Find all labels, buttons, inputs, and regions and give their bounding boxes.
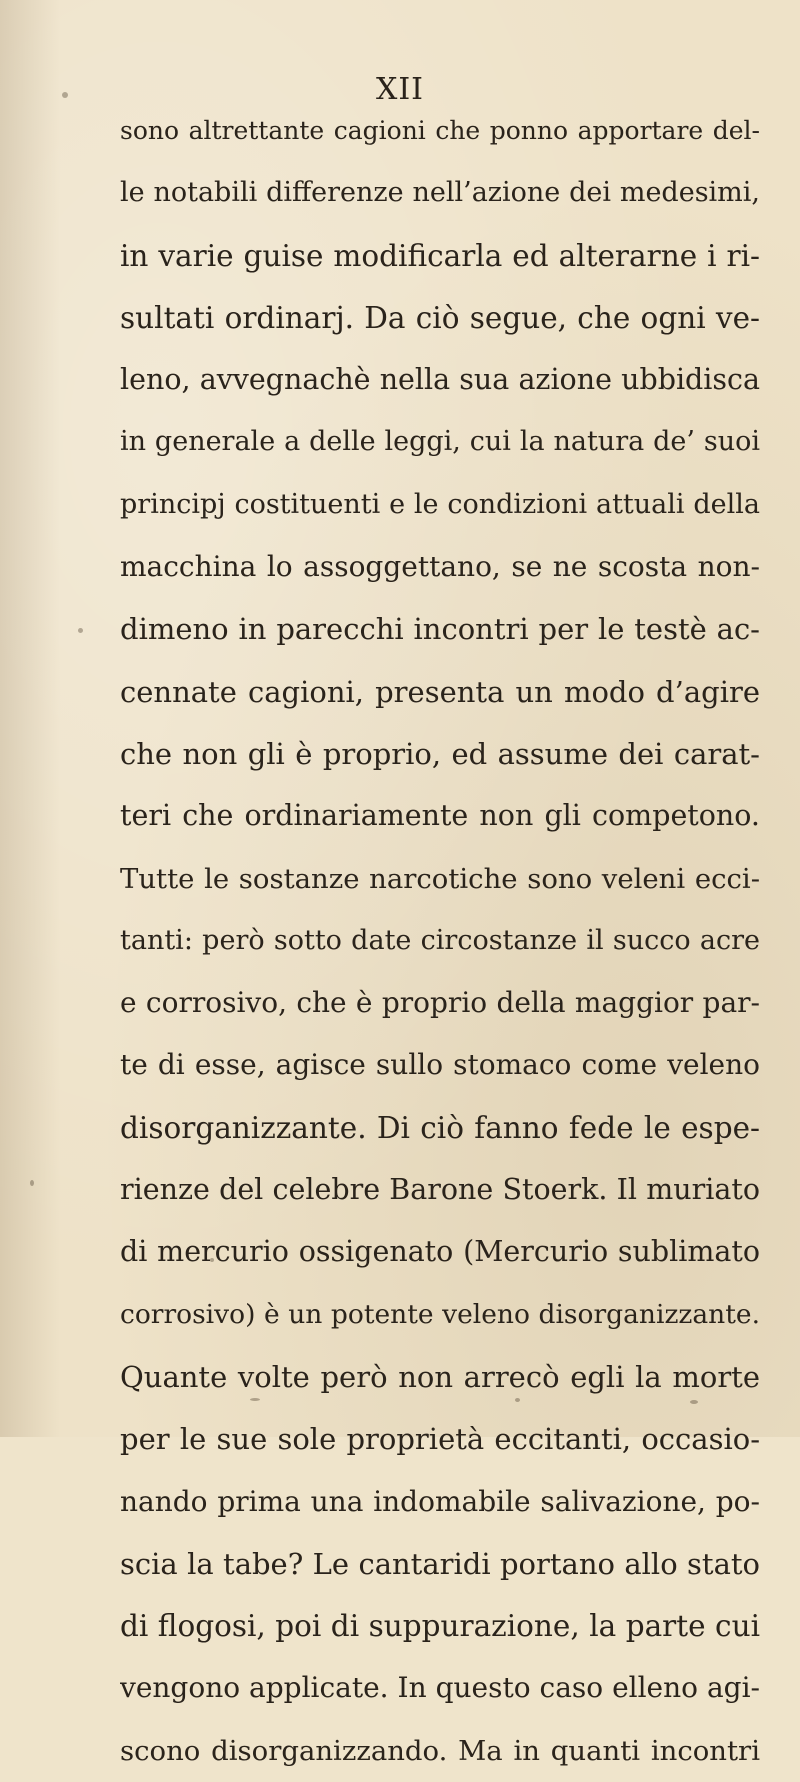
text-line: teri che ordinariamente non gli competono. — [120, 799, 760, 833]
text-line: disorganizzante. Di ciò fanno fede le espe- — [120, 1110, 760, 1145]
text-line: in generale a delle leggi, cui la natura de’ suoi — [120, 426, 760, 458]
paper-speck — [515, 1398, 520, 1402]
text-line: principj costituenti e le condizioni attuali della — [120, 488, 760, 520]
page-edge-shadow — [0, 0, 60, 1437]
paper-speck — [62, 92, 68, 98]
text-line: vengono applicate. In questo caso elleno agi- — [120, 1671, 760, 1705]
text-line: scono disorganizzando. Ma in quanti incontri — [120, 1734, 760, 1767]
text-line: te di esse, agisce sullo stomaco come veleno — [120, 1048, 760, 1082]
text-line: di mercurio ossigenato (Mercurio sublimato — [120, 1235, 760, 1269]
paper-speck — [250, 1398, 260, 1401]
text-line: in varie guise modificarla ed alterarne i ri- — [120, 238, 760, 273]
paper-speck — [78, 628, 83, 633]
text-line: tanti: però sotto date circostanze il succo acre — [120, 924, 760, 956]
text-line: le notabili differenze nell’azione dei medesimi, — [120, 177, 760, 209]
text-line: sono altrettante cagioni che ponno apportare del- — [120, 116, 760, 145]
text-line: Quante volte però non arrecò egli la morte — [120, 1359, 760, 1394]
text-line: e corrosivo, che è proprio della maggior par- — [120, 986, 760, 1020]
text-line: macchina lo assoggettano, se ne scosta non- — [120, 550, 760, 584]
text-line: corrosivo) è un potente veleno disorganizzante. — [120, 1298, 760, 1330]
text-line: sultati ordinarj. Da ciò segue, che ogni ve- — [120, 300, 760, 335]
body-text — [120, 100, 760, 1782]
text-line: Tutte le sostanze narcotiche sono veleni ecci- — [120, 862, 760, 895]
text-line: cennate cagioni, presenta un modo d’agire — [120, 674, 760, 709]
paper-speck — [30, 1180, 34, 1186]
paper-speck — [690, 1400, 698, 1404]
text-line: per le sue sole proprietà eccitanti, occasio- — [120, 1422, 760, 1457]
text-line: rienze del celebre Barone Stoerk. Il muriato — [120, 1173, 760, 1207]
text-line: leno, avvegnachè nella sua azione ubbidisca — [120, 363, 760, 397]
text-line: nando prima una indomabile salivazione, po- — [120, 1484, 760, 1518]
text-line: dimeno in parecchi incontri per le testè ac- — [120, 612, 760, 647]
text-line: di flogosi, poi di suppurazione, la parte cui — [120, 1609, 760, 1644]
text-line: scia la tabe? Le cantaridi portano allo stato — [120, 1546, 760, 1581]
paper-speck — [210, 1258, 214, 1262]
page-number: XII — [375, 72, 425, 107]
text-line: che non gli è proprio, ed assume dei carat- — [120, 736, 760, 771]
